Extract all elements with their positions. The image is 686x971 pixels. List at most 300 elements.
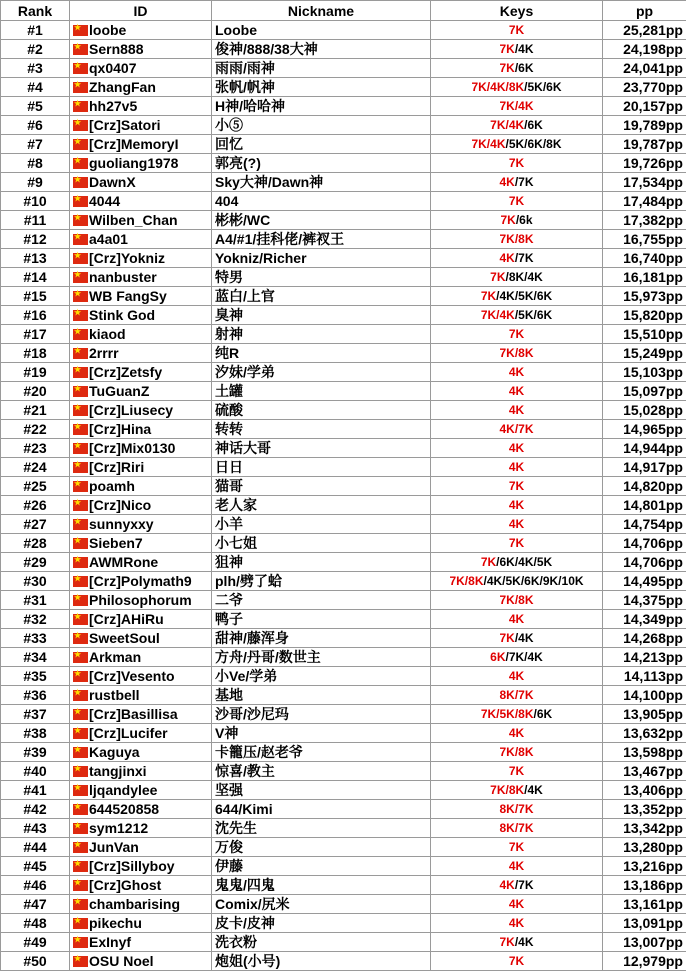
table-row	[1, 496, 686, 515]
player-id-cell	[70, 895, 212, 914]
pp-cell: 14,349pp	[603, 610, 686, 629]
nickname-cell: 蓝白/上官	[212, 287, 431, 306]
key-mode: 4K/7K	[499, 422, 533, 436]
player-id-cell	[70, 762, 212, 781]
key-mode: 4K	[499, 878, 514, 892]
china-flag-icon	[73, 633, 88, 644]
china-flag-icon	[73, 519, 88, 530]
rank-cell: #13	[1, 249, 70, 268]
table-row	[1, 724, 686, 743]
pp-cell: 16,181pp	[603, 268, 686, 287]
keys-cell	[431, 800, 603, 819]
key-mode: 4K	[509, 726, 524, 740]
player-id-cell	[70, 78, 212, 97]
key-mode: /4K	[515, 631, 534, 645]
player-id: rustbell	[89, 687, 140, 703]
china-flag-icon	[73, 595, 88, 606]
key-mode: /4K/5K/6K	[496, 289, 552, 303]
nickname-cell: 猫哥	[212, 477, 431, 496]
nickname-cell: 神话大哥	[212, 439, 431, 458]
keys-cell	[431, 420, 603, 439]
pp-cell: 14,113pp	[603, 667, 686, 686]
player-id: hh27v5	[89, 98, 137, 114]
rank-cell: #21	[1, 401, 70, 420]
key-mode: 7K	[509, 156, 524, 170]
keys-cell	[431, 287, 603, 306]
player-id-cell	[70, 21, 212, 40]
rank-cell: #47	[1, 895, 70, 914]
rank-cell: #37	[1, 705, 70, 724]
player-id-cell	[70, 781, 212, 800]
player-id: TuGuanZ	[89, 383, 149, 399]
rank-cell: #14	[1, 268, 70, 287]
nickname-cell: 惊喜/教主	[212, 762, 431, 781]
table-row	[1, 515, 686, 534]
pp-cell: 24,041pp	[603, 59, 686, 78]
pp-cell: 15,973pp	[603, 287, 686, 306]
keys-cell	[431, 933, 603, 952]
keys-cell	[431, 914, 603, 933]
keys-cell	[431, 895, 603, 914]
china-flag-icon	[73, 462, 88, 473]
table-row	[1, 249, 686, 268]
table-row	[1, 895, 686, 914]
key-mode: 7K/4K	[490, 118, 524, 132]
china-flag-icon	[73, 500, 88, 511]
pp-cell: 14,965pp	[603, 420, 686, 439]
china-flag-icon	[73, 576, 88, 587]
key-mode: 7K	[499, 42, 514, 56]
player-id-cell	[70, 914, 212, 933]
pp-cell: 14,801pp	[603, 496, 686, 515]
keys-cell	[431, 135, 603, 154]
player-id: poamh	[89, 478, 135, 494]
china-flag-icon	[73, 101, 88, 112]
key-mode: 4K	[509, 859, 524, 873]
nickname-cell: 皮卡/皮神	[212, 914, 431, 933]
china-flag-icon	[73, 899, 88, 910]
table-row	[1, 952, 686, 971]
player-id: DawnX	[89, 174, 136, 190]
table-row	[1, 135, 686, 154]
key-mode: 7K/4K	[499, 99, 533, 113]
nickname-cell: 404	[212, 192, 431, 211]
pp-cell: 15,028pp	[603, 401, 686, 420]
china-flag-icon	[73, 747, 88, 758]
keys-cell	[431, 629, 603, 648]
pp-cell: 25,281pp	[603, 21, 686, 40]
rank-cell: #3	[1, 59, 70, 78]
nickname-cell: Sky大神/Dawn神	[212, 173, 431, 192]
player-id: [Crz]Vesento	[89, 668, 175, 684]
key-mode: 7K	[509, 764, 524, 778]
player-id: [Crz]Mix0130	[89, 440, 175, 456]
keys-cell	[431, 876, 603, 895]
rank-cell: #38	[1, 724, 70, 743]
table-row	[1, 344, 686, 363]
player-id: AWMRone	[89, 554, 158, 570]
keys-cell	[431, 268, 603, 287]
key-mode: 7K/8K	[499, 745, 533, 759]
nickname-cell: 转转	[212, 420, 431, 439]
key-mode: /6K	[524, 118, 543, 132]
key-mode: 7K	[509, 194, 524, 208]
nickname-cell: A4/#1/挂科佬/裤衩王	[212, 230, 431, 249]
key-mode: 7K/4K	[471, 137, 505, 151]
nickname-cell: 郭亮(?)	[212, 154, 431, 173]
key-mode: 4K	[509, 441, 524, 455]
nickname-cell: 小七姐	[212, 534, 431, 553]
china-flag-icon	[73, 405, 88, 416]
nickname-cell: Comix/尻米	[212, 895, 431, 914]
china-flag-icon	[73, 253, 88, 264]
china-flag-icon	[73, 785, 88, 796]
key-mode: 7K/8K	[499, 232, 533, 246]
keys-cell	[431, 78, 603, 97]
nickname-cell: 臭神	[212, 306, 431, 325]
keys-cell	[431, 97, 603, 116]
keys-cell	[431, 667, 603, 686]
player-id: guoliang1978	[89, 155, 178, 171]
player-id: Philosophorum	[89, 592, 192, 608]
pp-cell: 24,198pp	[603, 40, 686, 59]
nickname-cell: H神/哈哈神	[212, 97, 431, 116]
nickname-cell: 二爷	[212, 591, 431, 610]
player-id-cell	[70, 572, 212, 591]
table-row	[1, 648, 686, 667]
player-id-cell	[70, 306, 212, 325]
rank-cell: #9	[1, 173, 70, 192]
player-id-cell	[70, 116, 212, 135]
table-row	[1, 268, 686, 287]
key-mode: 4K	[509, 669, 524, 683]
nickname-cell: 坚强	[212, 781, 431, 800]
player-id-cell	[70, 249, 212, 268]
key-mode: /7K	[515, 878, 534, 892]
china-flag-icon	[73, 329, 88, 340]
player-id-cell	[70, 230, 212, 249]
player-id-cell	[70, 325, 212, 344]
player-id: Stink God	[89, 307, 155, 323]
player-id-cell	[70, 268, 212, 287]
player-id: Wilben_Chan	[89, 212, 178, 228]
table-row	[1, 173, 686, 192]
keys-cell	[431, 363, 603, 382]
china-flag-icon	[73, 728, 88, 739]
nickname-cell: 射神	[212, 325, 431, 344]
table-row	[1, 439, 686, 458]
china-flag-icon	[73, 348, 88, 359]
china-flag-icon	[73, 652, 88, 663]
key-mode: 4K	[509, 365, 524, 379]
player-id-cell	[70, 667, 212, 686]
keys-cell	[431, 306, 603, 325]
player-id-cell	[70, 705, 212, 724]
key-mode: 7K/4K	[481, 308, 515, 322]
player-id-cell	[70, 477, 212, 496]
player-id: ljqandylee	[89, 782, 157, 798]
player-id-cell	[70, 819, 212, 838]
nickname-cell: 伊藤	[212, 857, 431, 876]
key-mode: 7K	[509, 23, 524, 37]
nickname-cell: 沙哥/沙尼玛	[212, 705, 431, 724]
player-id: ZhangFan	[89, 79, 156, 95]
player-id-cell	[70, 458, 212, 477]
player-id: sym1212	[89, 820, 148, 836]
key-mode: 4K	[509, 897, 524, 911]
china-flag-icon	[73, 690, 88, 701]
rank-cell: #45	[1, 857, 70, 876]
table-row	[1, 857, 686, 876]
player-id: [Crz]Sillyboy	[89, 858, 175, 874]
nickname-cell: 方舟/丹哥/数世主	[212, 648, 431, 667]
keys-cell	[431, 515, 603, 534]
player-id: [Crz]Riri	[89, 459, 144, 475]
table-row	[1, 154, 686, 173]
nickname-cell: plh/劈了蛤	[212, 572, 431, 591]
china-flag-icon	[73, 880, 88, 891]
player-id-cell	[70, 192, 212, 211]
player-id: SweetSoul	[89, 630, 160, 646]
player-id: pikechu	[89, 915, 142, 931]
keys-cell	[431, 458, 603, 477]
rank-cell: #48	[1, 914, 70, 933]
player-id-cell	[70, 724, 212, 743]
nickname-cell: 644/Kimi	[212, 800, 431, 819]
nickname-cell: 卡籠压/赵老爷	[212, 743, 431, 762]
key-mode: 4K	[499, 251, 514, 265]
rank-cell: #4	[1, 78, 70, 97]
key-mode: /6K	[515, 61, 534, 75]
keys-cell	[431, 496, 603, 515]
rank-cell: #24	[1, 458, 70, 477]
player-id-cell	[70, 401, 212, 420]
pp-cell: 13,161pp	[603, 895, 686, 914]
nickname-cell: 小Ve/学弟	[212, 667, 431, 686]
rank-cell: #20	[1, 382, 70, 401]
table-row	[1, 363, 686, 382]
rank-cell: #5	[1, 97, 70, 116]
key-mode: 7K	[509, 479, 524, 493]
pp-cell: 16,755pp	[603, 230, 686, 249]
china-flag-icon	[73, 310, 88, 321]
pp-cell: 13,352pp	[603, 800, 686, 819]
nickname-cell: 俊神/888/38大神	[212, 40, 431, 59]
china-flag-icon	[73, 120, 88, 131]
keys-cell	[431, 230, 603, 249]
player-id-cell	[70, 838, 212, 857]
nickname-cell: 日日	[212, 458, 431, 477]
pp-cell: 13,632pp	[603, 724, 686, 743]
pp-cell: 14,706pp	[603, 553, 686, 572]
rank-cell: #29	[1, 553, 70, 572]
pp-cell: 15,097pp	[603, 382, 686, 401]
table-row	[1, 97, 686, 116]
rank-cell: #8	[1, 154, 70, 173]
player-id: Sieben7	[89, 535, 143, 551]
nickname-cell: 彬彬/WC	[212, 211, 431, 230]
key-mode: 7K/8K	[490, 783, 524, 797]
pp-cell: 14,495pp	[603, 572, 686, 591]
key-mode: 7K	[509, 536, 524, 550]
keys-cell	[431, 401, 603, 420]
table-row	[1, 477, 686, 496]
rank-cell: #1	[1, 21, 70, 40]
key-mode: 7K/8K	[499, 593, 533, 607]
player-id: sunnyxxy	[89, 516, 154, 532]
player-id-cell	[70, 876, 212, 895]
nickname-cell: 土罐	[212, 382, 431, 401]
china-flag-icon	[73, 557, 88, 568]
keys-cell	[431, 325, 603, 344]
player-id: tangjinxi	[89, 763, 147, 779]
keys-cell	[431, 40, 603, 59]
table-row	[1, 420, 686, 439]
pp-cell: 13,280pp	[603, 838, 686, 857]
table-row	[1, 40, 686, 59]
keys-cell	[431, 705, 603, 724]
pp-cell: 13,342pp	[603, 819, 686, 838]
player-id-cell	[70, 629, 212, 648]
key-mode: /6K	[534, 707, 553, 721]
player-id: qx0407	[89, 60, 136, 76]
china-flag-icon	[73, 234, 88, 245]
keys-cell	[431, 686, 603, 705]
player-id-cell	[70, 420, 212, 439]
china-flag-icon	[73, 937, 88, 948]
key-mode: 4K	[509, 384, 524, 398]
rank-cell: #17	[1, 325, 70, 344]
player-id: ExInyf	[89, 934, 131, 950]
nickname-cell: 硫酸	[212, 401, 431, 420]
rank-cell: #23	[1, 439, 70, 458]
china-flag-icon	[73, 804, 88, 815]
key-mode: 4K	[499, 175, 514, 189]
table-row	[1, 78, 686, 97]
nickname-cell: 老人家	[212, 496, 431, 515]
keys-cell	[431, 781, 603, 800]
keys-cell	[431, 154, 603, 173]
china-flag-icon	[73, 671, 88, 682]
china-flag-icon	[73, 481, 88, 492]
player-id: [Crz]Hina	[89, 421, 151, 437]
nickname-cell: 纯R	[212, 344, 431, 363]
table-row	[1, 667, 686, 686]
pp-cell: 14,268pp	[603, 629, 686, 648]
keys-cell	[431, 249, 603, 268]
key-mode: 7K	[499, 61, 514, 75]
rank-cell: #25	[1, 477, 70, 496]
table-row	[1, 306, 686, 325]
keys-cell	[431, 610, 603, 629]
table-row	[1, 705, 686, 724]
nickname-cell: Yokniz/Richer	[212, 249, 431, 268]
rank-cell: #2	[1, 40, 70, 59]
pp-cell: 14,375pp	[603, 591, 686, 610]
keys-cell	[431, 439, 603, 458]
nickname-cell: 万俊	[212, 838, 431, 857]
key-mode: 7K	[481, 289, 496, 303]
key-mode: 7K	[500, 213, 515, 227]
key-mode: /5K/6K	[515, 308, 552, 322]
nickname-cell: 洗衣粉	[212, 933, 431, 952]
player-id-cell	[70, 591, 212, 610]
keys-cell	[431, 648, 603, 667]
key-mode: /4K/5K/6K/9K/10K	[483, 574, 583, 588]
pp-cell: 15,820pp	[603, 306, 686, 325]
nickname-cell: Loobe	[212, 21, 431, 40]
rank-cell: #18	[1, 344, 70, 363]
player-id-cell	[70, 648, 212, 667]
key-mode: 7K/5K/8K	[481, 707, 534, 721]
pp-cell: 19,726pp	[603, 154, 686, 173]
rank-cell: #10	[1, 192, 70, 211]
china-flag-icon	[73, 272, 88, 283]
nickname-cell: 回忆	[212, 135, 431, 154]
pp-cell: 13,186pp	[603, 876, 686, 895]
table-row	[1, 534, 686, 553]
nickname-cell: 炮姐(小号)	[212, 952, 431, 971]
china-flag-icon	[73, 918, 88, 929]
china-flag-icon	[73, 823, 88, 834]
pp-cell: 17,382pp	[603, 211, 686, 230]
header-keys: Keys	[431, 1, 603, 21]
rank-cell: #44	[1, 838, 70, 857]
key-mode: /4K	[515, 42, 534, 56]
table-row	[1, 781, 686, 800]
nickname-cell: 狙神	[212, 553, 431, 572]
china-flag-icon	[73, 709, 88, 720]
header-pp: pp	[603, 1, 686, 21]
player-id: chambarising	[89, 896, 180, 912]
table-row	[1, 553, 686, 572]
pp-cell: 17,534pp	[603, 173, 686, 192]
player-id: 2rrrr	[89, 345, 119, 361]
key-mode: /5K/6K	[524, 80, 561, 94]
pp-cell: 14,917pp	[603, 458, 686, 477]
player-id-cell	[70, 553, 212, 572]
china-flag-icon	[73, 842, 88, 853]
rank-cell: #33	[1, 629, 70, 648]
pp-cell: 14,100pp	[603, 686, 686, 705]
player-id-cell	[70, 515, 212, 534]
keys-cell	[431, 553, 603, 572]
key-mode: 8K/7K	[499, 688, 533, 702]
player-id: Arkman	[89, 649, 141, 665]
keys-cell	[431, 819, 603, 838]
nickname-cell: 小⑤	[212, 116, 431, 135]
player-id: [Crz]Nico	[89, 497, 151, 513]
table-row	[1, 686, 686, 705]
player-id-cell	[70, 952, 212, 971]
key-mode: /7K	[515, 175, 534, 189]
player-id-cell	[70, 287, 212, 306]
pp-cell: 13,406pp	[603, 781, 686, 800]
table-row	[1, 287, 686, 306]
keys-cell	[431, 534, 603, 553]
rank-cell: #16	[1, 306, 70, 325]
pp-cell: 13,216pp	[603, 857, 686, 876]
pp-cell: 20,157pp	[603, 97, 686, 116]
nickname-cell: 鸭子	[212, 610, 431, 629]
player-id: [Crz]Liusecy	[89, 402, 173, 418]
table-row	[1, 458, 686, 477]
pp-cell: 13,467pp	[603, 762, 686, 781]
rank-cell: #15	[1, 287, 70, 306]
key-mode: /6k	[516, 213, 533, 227]
keys-cell	[431, 724, 603, 743]
china-flag-icon	[73, 386, 88, 397]
